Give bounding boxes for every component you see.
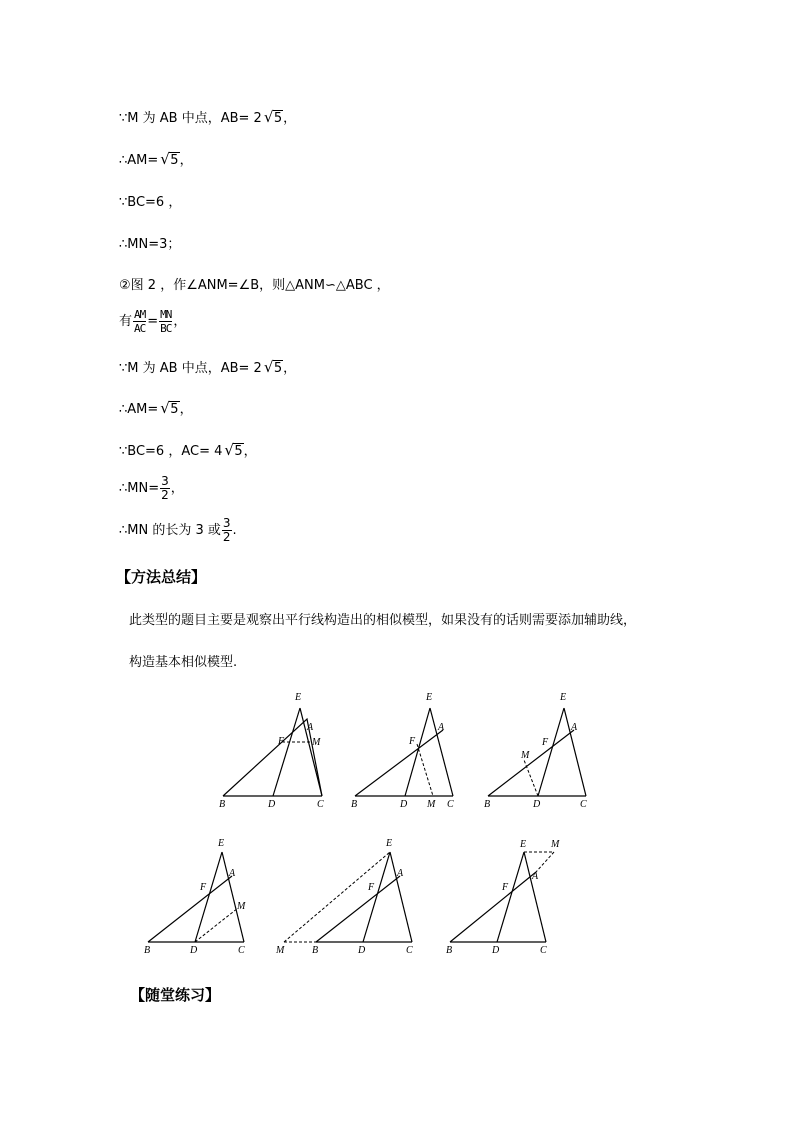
label-c: C <box>580 799 587 810</box>
similar-triangle-figure-2 <box>345 688 470 810</box>
solution-line-5: ②图 2 ，作∠ANM=∠B，则△ANM∽△ABC ， <box>119 278 390 293</box>
label-a: A <box>438 722 445 733</box>
solution-line-4: ∴MN=3； <box>119 237 181 252</box>
sqrt-5: √ 5 <box>263 358 283 376</box>
label-a: A <box>307 722 314 733</box>
label-f: F <box>200 882 207 893</box>
label-m: M <box>237 901 246 912</box>
solution-line-1: ∵M 为 AB 中点，AB= 2 √ 5， <box>119 108 297 126</box>
label-b: B <box>219 799 226 810</box>
method-summary-paragraph-2: 构造基本相似模型. <box>129 655 238 670</box>
label-b: B <box>446 945 453 956</box>
label-f: F <box>542 737 549 748</box>
sqrt-5: √ 5 <box>160 150 179 168</box>
label-e: E <box>560 692 567 703</box>
similar-triangle-figure-3 <box>478 688 598 810</box>
label-e: E <box>218 838 225 849</box>
label-c: C <box>238 945 245 956</box>
label-b: B <box>484 799 491 810</box>
label-m: M <box>551 839 560 850</box>
fraction-am-ac: $\frac{AM}{AC}$ <box>134 308 146 335</box>
label-m: M <box>276 945 285 956</box>
label-c: C <box>317 799 324 810</box>
practice-heading: 【随堂练习】 <box>130 986 221 1004</box>
similar-triangle-figure-6 <box>440 834 570 956</box>
label-d: D <box>492 945 500 956</box>
label-e: E <box>386 838 393 849</box>
sqrt-5: √ 5 <box>263 108 283 126</box>
label-c: C <box>447 799 454 810</box>
fraction-mn-bc: $\frac{MN}{BC}$ <box>160 308 172 335</box>
label-b: B <box>351 799 358 810</box>
solution-line-8: ∴AM= √ 5， <box>119 399 193 417</box>
label-d: D <box>190 945 198 956</box>
method-summary-heading: 【方法总结】 <box>116 568 207 586</box>
label-m: M <box>312 737 321 748</box>
label-c: C <box>540 945 547 956</box>
solution-line-9: ∵BC=6 ，AC= 4 √ 5， <box>119 441 257 459</box>
label-e: E <box>426 692 433 703</box>
label-e: E <box>520 839 527 850</box>
label-c: C <box>406 945 413 956</box>
solution-line-10: ∴MN= $\frac{3}{2}$ ， <box>119 474 184 502</box>
fraction-3-2: $\frac{3}{2}$ <box>222 516 231 544</box>
similar-triangle-figure-1 <box>210 688 340 810</box>
sqrt-5: √ 5 <box>224 441 243 459</box>
solution-line-11: ∴MN 的长为 3 或 $\frac{3}{2}$ . <box>119 516 237 544</box>
sqrt-5: √ 5 <box>160 399 179 417</box>
similar-triangle-figure-4 <box>138 834 258 956</box>
label-b: B <box>144 945 151 956</box>
label-m: M <box>427 799 436 810</box>
label-a: A <box>229 868 236 879</box>
solution-line-6: 有 $\frac{AM}{AC}$ = $\frac{MN}{BC}$ ， <box>119 308 187 335</box>
label-e: E <box>295 692 302 703</box>
solution-line-2: ∴AM= √ 5， <box>119 150 193 168</box>
label-a: A <box>397 868 404 879</box>
label-d: D <box>268 799 276 810</box>
label-f: F <box>502 882 509 893</box>
label-b: B <box>312 945 319 956</box>
label-f: F <box>409 736 416 747</box>
label-d: D <box>358 945 366 956</box>
label-d: D <box>400 799 408 810</box>
label-f: F <box>278 736 285 747</box>
method-summary-paragraph-1: 此类型的题目主要是观察出平行线构造出的相似模型，如果没有的话则需要添加辅助线， <box>129 613 637 628</box>
similar-triangle-figure-5 <box>272 834 427 956</box>
label-m: M <box>521 750 530 761</box>
solution-line-3: ∵BC=6 ， <box>119 195 182 210</box>
label-f: F <box>368 882 375 893</box>
label-d: D <box>533 799 541 810</box>
label-a: A <box>571 722 578 733</box>
solution-line-7: ∵M 为 AB 中点，AB= 2 √ 5， <box>119 358 297 376</box>
label-a: A <box>532 871 539 882</box>
fraction-3-2: $\frac{3}{2}$ <box>161 474 169 502</box>
